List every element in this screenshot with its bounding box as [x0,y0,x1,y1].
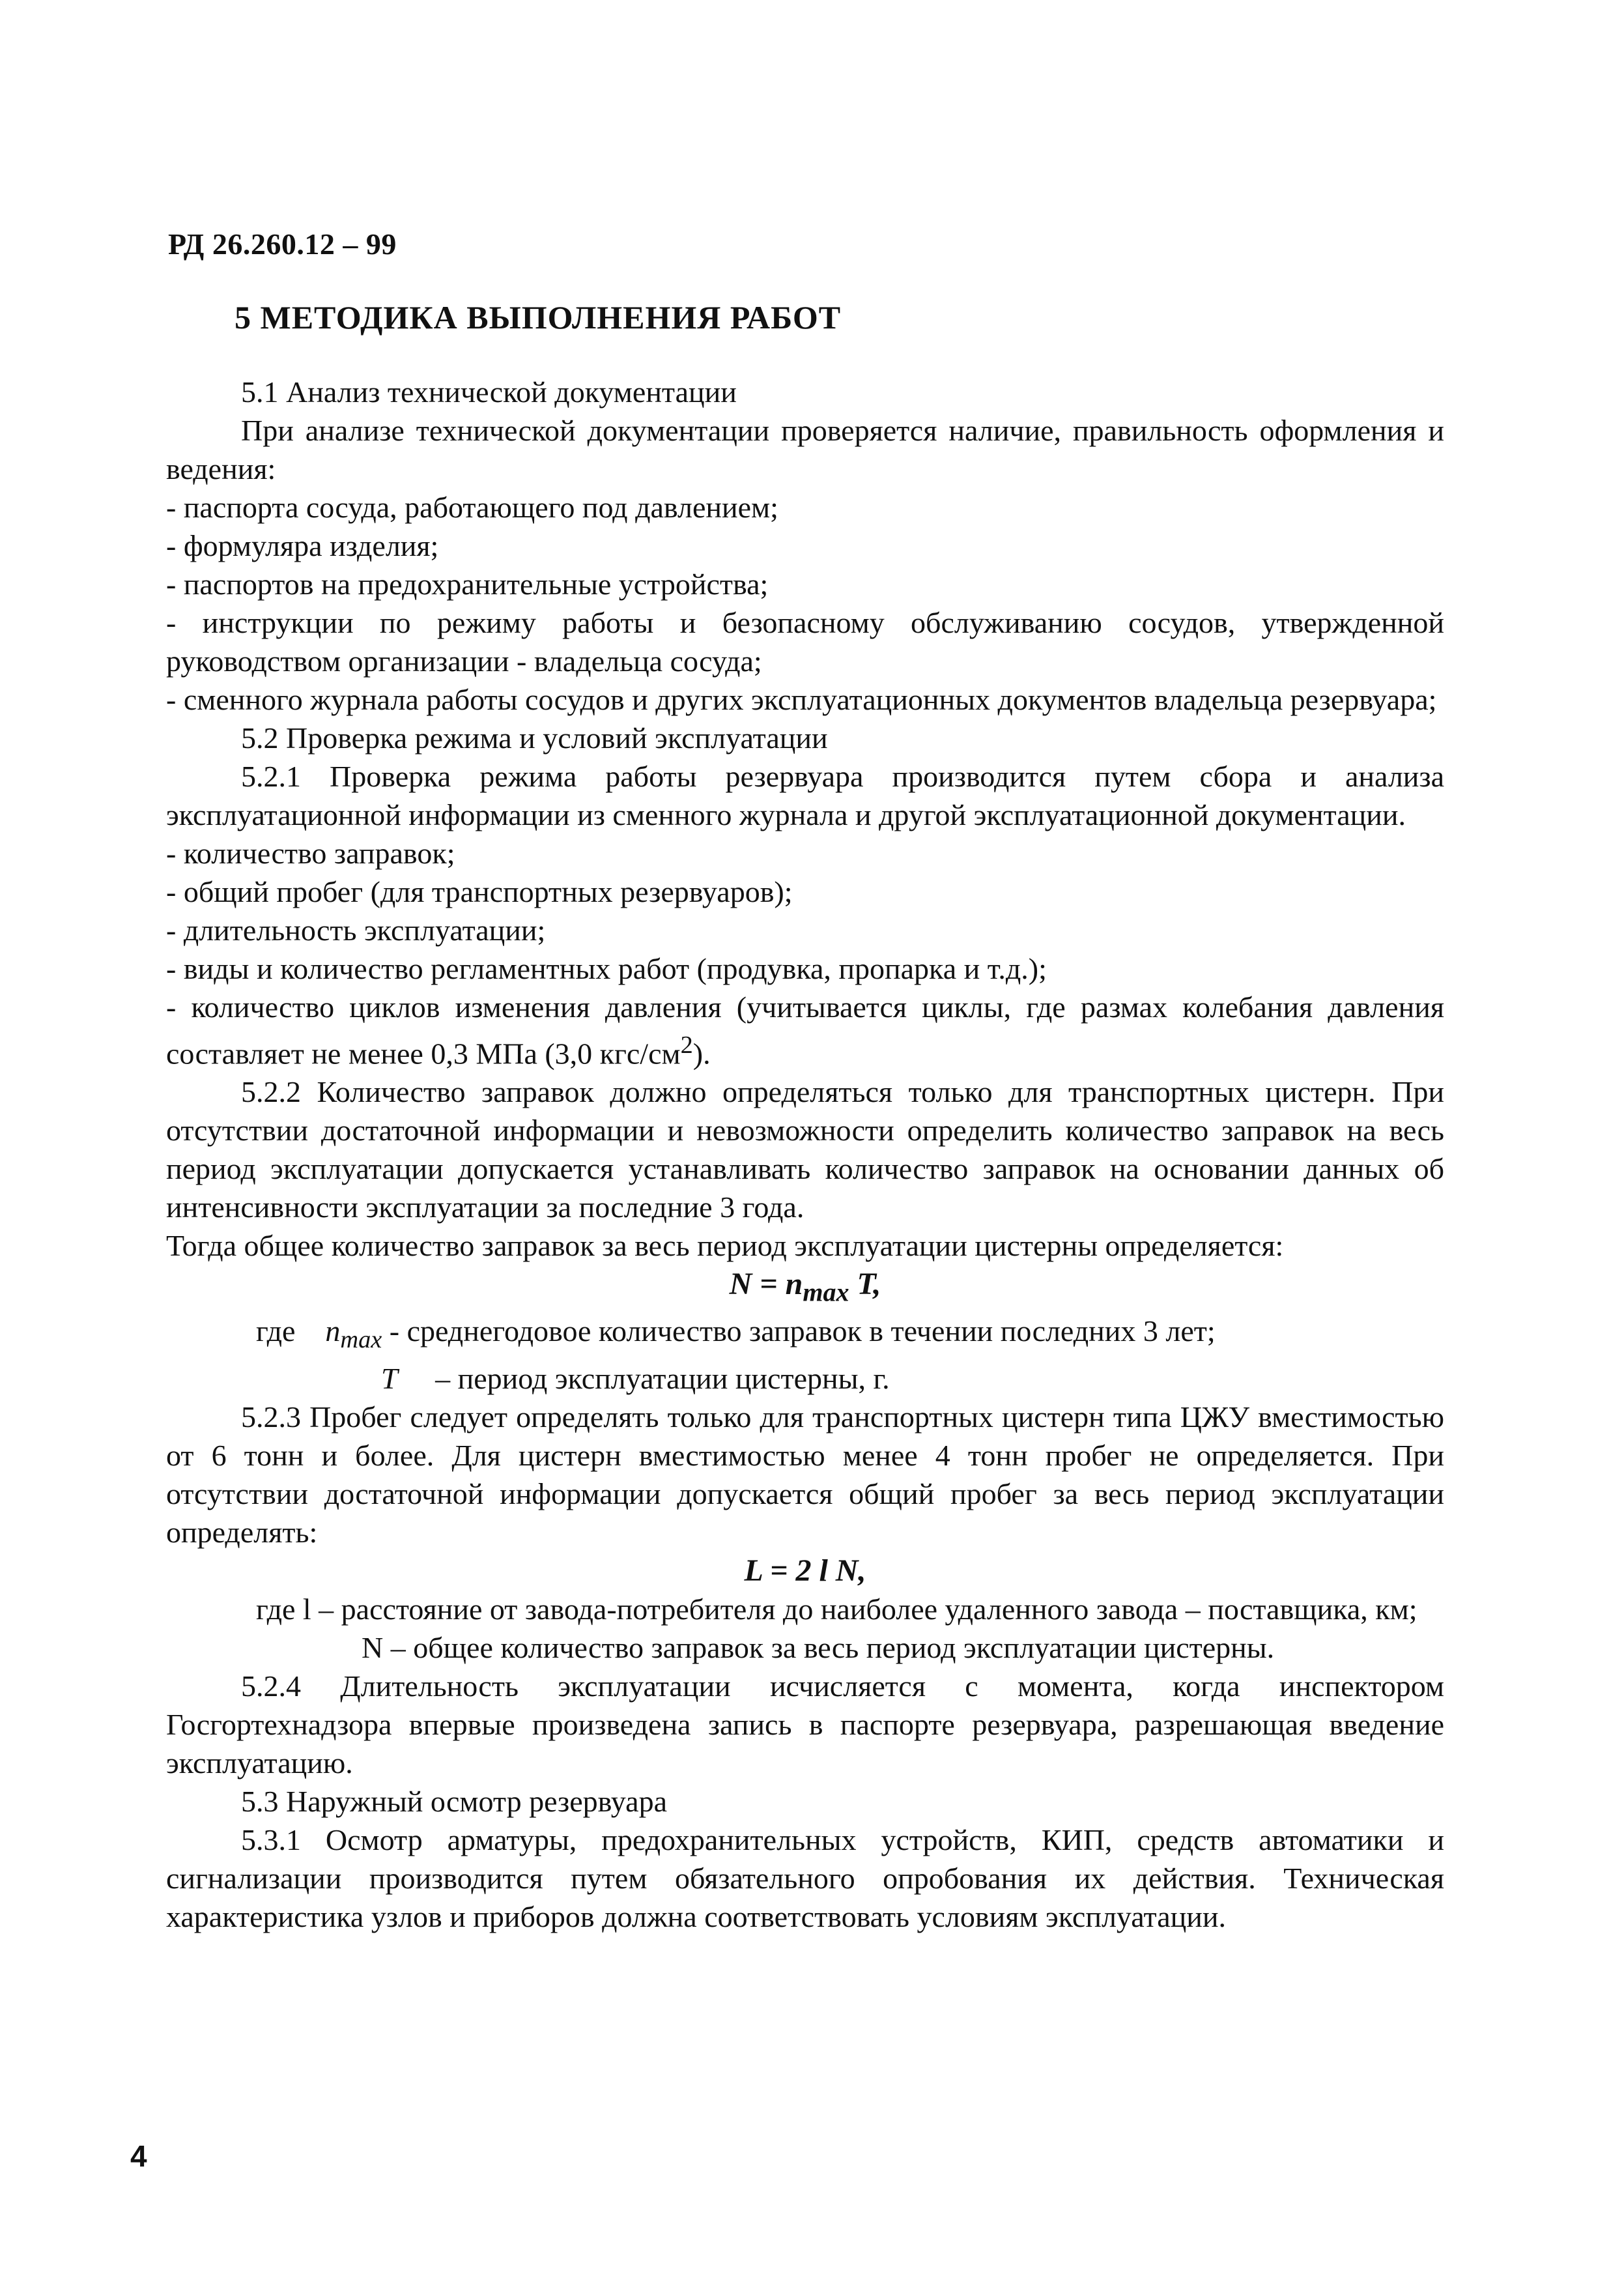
list-item: - инструкции по режиму работы и безопасному обслуживанию сосудов, утвержденной руководством организации - владельца сосуда; [166,606,1444,678]
formula-refills [166,1265,1444,1312]
subsection-heading-5-1: 5.1 Анализ технической документации [241,375,737,409]
subsection-heading-5-2: 5.2 Проверка режима и условий эксплуатации [241,721,828,755]
formula-legend [166,1359,1444,1398]
list-item: - длительность эксплуатации; [166,914,546,947]
formula-legend: N – общее количество заправок за весь период эксплуатации цистерны. [362,1631,1275,1665]
paragraph-5-2-4: 5.2.4 Длительность эксплуатации исчисляется с момента, когда инспектором Госгортехнадзора впервые произведена запись в паспорте резервуара, разрешающая введение эксплуатацию. [166,1669,1444,1780]
paragraph-5-1-intro: При анализе технической документации проверяется наличие, правильность оформления и ведения: [166,414,1444,485]
paragraph-5-2-2: 5.2.2 Количество заправок должно определяться только для транспортных цистерн. При отсутствии достаточной информации и невозможности определить количество заправок на весь период эксплуатации допускается устанавливать количество заправок на основании данных об интенсивности эксплуатации за последние 3 года. [166,1075,1444,1224]
legend-symbol: n [325,1314,341,1347]
formula-mileage: L = 2 l N, [744,1553,866,1589]
section-title: 5 МЕТОДИКА ВЫПОЛНЕНИЯ РАБОТ [235,299,842,336]
list-item: - формуляра изделия; [166,529,439,562]
paragraph-5-2-2-tail: Тогда общее количество заправок за весь период эксплуатации цистерны определяется: [166,1229,1284,1263]
page-number: 4 [130,2139,147,2173]
list-item: - общий пробег (для транспортных резервуаров); [166,875,793,908]
formula-legend: где l – расстояние от завода-потребителя до наиболее удаленного завода – поставщика, км; [256,1592,1417,1626]
legend-text: - среднегодовое количество заправок в течении последних 3 лет; [382,1314,1216,1347]
paragraph-5-2-3: 5.2.3 Пробег следует определять только для транспортных цистерн типа ЦЖУ вместимостью от 6 тонн и более. Для цистерн вместимостью менее 4 тонн пробег не определяется. При отсутствии достаточной информации допускается общий пробег за весь период эксплуатации определять: [166,1400,1444,1549]
superscript: 2 [680,1031,693,1059]
legend-text: – период эксплуатации цистерны, г. [427,1362,890,1396]
list-item [166,988,1444,1073]
list-item-text: - количество циклов изменения давления (учитывается циклы, где размах колебания давления составляет не менее 0,3 МПа (3,0 кгс/см [166,990,1444,1071]
legend-subscript: max [340,1326,382,1354]
list-item: - паспортов на предохранительные устройства; [166,568,769,601]
document-code: РД 26.260.12 – 99 [168,227,397,261]
subsection-heading-5-3: 5.3 Наружный осмотр резервуара [241,1785,668,1819]
document-body [166,373,1444,1936]
list-item: - количество заправок; [166,837,455,870]
list-item-text-end: ). [692,1037,711,1071]
list-item: - паспорта сосуда, работающего под давлением; [166,491,778,524]
formula-legend [166,1312,1444,1359]
list-item: - сменного журнала работы сосудов и других эксплуатационных документов владельца резервуара; [166,683,1437,716]
where-word: где [256,1314,296,1347]
formula-subscript: max [803,1277,849,1307]
legend-symbol: T [381,1362,398,1396]
formula-part: N = n [729,1267,803,1302]
formula-part: T, [849,1267,881,1302]
paragraph-5-3-1: 5.3.1 Осмотр арматуры, предохранительных устройств, КИП, средств автоматики и сигнализации производится путем обязательного опробования их действия. Техническая характеристика узлов и приборов должна соответствовать условиям эксплуатации. [166,1823,1444,1934]
list-item: - виды и количество регламентных работ (продувка, пропарка и т.д.); [166,952,1047,985]
paragraph-5-2-1: 5.2.1 Проверка режима работы резервуара производится путем сбора и анализа эксплуатационной информации из сменного журнала и другой эксплуатационной документации. [166,760,1444,831]
